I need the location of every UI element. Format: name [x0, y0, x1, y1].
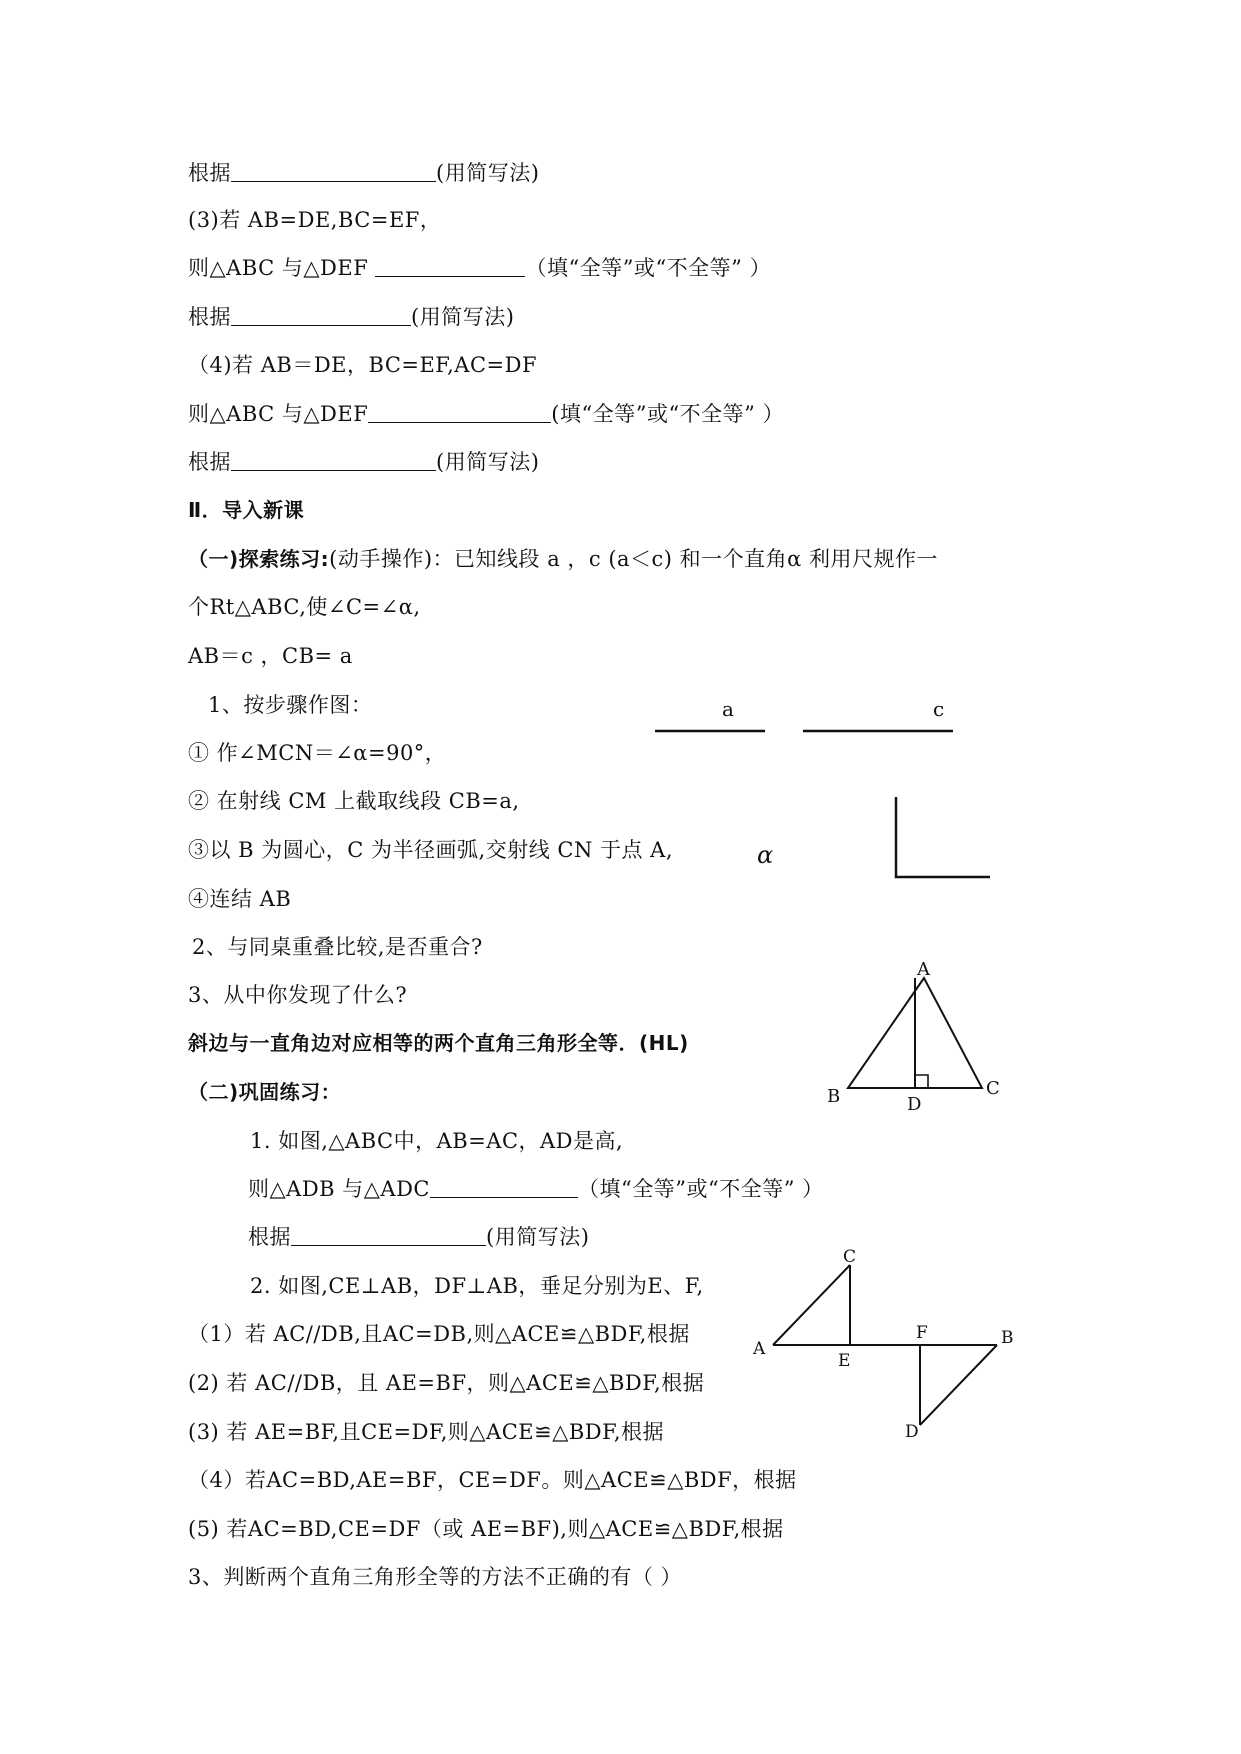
text: 则△ABC 与△DEF — [188, 402, 369, 426]
line-10: 个Rt△ABC,使∠C=∠α, — [188, 595, 421, 619]
section-heading: Ⅱ．导入新课 — [188, 498, 305, 522]
text: 则△ADB 与△ADC — [248, 1177, 430, 1201]
line-27: (3) 若 AE=BF,且CE=DF,则△ACE≌△BDF,根据 — [188, 1420, 665, 1444]
line-18: 3、从中你发现了什么? — [188, 983, 408, 1007]
line-2: (3)若 AB=DE,BC=EF， — [188, 208, 442, 232]
two-right-triangles-diagram — [752, 1247, 1014, 1442]
text: (用简写法) — [486, 1225, 590, 1249]
tri2-label-e: E — [838, 1351, 851, 1371]
text: （填“全等”或“不全等” ） — [577, 1177, 824, 1201]
text: (用简写法) — [436, 161, 540, 185]
tri1-label-b: B — [827, 1086, 841, 1107]
text: (用简写法) — [411, 305, 515, 329]
angle-alpha-label: α — [757, 841, 774, 869]
segment-a — [655, 697, 765, 731]
tri2-label-c: C — [843, 1247, 857, 1267]
tri2-label-d: D — [905, 1422, 919, 1442]
text: 根据 — [188, 305, 231, 329]
line-13: ① 作∠MCN＝∠α=90°， — [188, 741, 447, 765]
line-15: ③以 B 为圆心，C 为半径画弧,交射线 CN 于点 A, — [188, 838, 674, 862]
segment-a-label: a — [722, 697, 734, 721]
line-14: ② 在射线 CM 上截取线段 CB=a, — [188, 789, 520, 813]
tri2-label-b: B — [1001, 1328, 1014, 1348]
line-12: 1、按步骤作图： — [208, 693, 373, 717]
line-30: 3、判断两个直角三角形全等的方法不正确的有（ ） — [188, 1565, 683, 1589]
line-11: AB＝c ，CB= a — [188, 644, 353, 668]
text: 根据 — [188, 161, 231, 185]
text: (用简写法) — [436, 450, 540, 474]
text: 根据 — [248, 1225, 291, 1249]
tri2-label-f: F — [916, 1323, 928, 1343]
subheading-2: （二)巩固练习： — [188, 1080, 342, 1104]
line-25: （1）若 AC//DB,且AC=DB,则△ACE≌△BDF,根据 — [188, 1322, 690, 1346]
tri2-label-a: A — [753, 1339, 766, 1359]
line-16: ④连结 AB — [188, 887, 292, 911]
theorem-hl: 斜边与一直角边对应相等的两个直角三角形全等．(HL) — [188, 1031, 689, 1055]
text: （填“全等”或“不全等” ） — [525, 256, 772, 280]
text: 根据 — [188, 450, 231, 474]
line-28: （4）若AC=BD,AE=BF，CE=DF。则△ACE≌△BDF，根据 — [188, 1468, 797, 1492]
text: (动手操作)：已知线段 a ，c (a＜c) 和一个直角α 利用尺规作一 — [329, 547, 939, 571]
right-angle-alpha — [757, 797, 990, 877]
line-17: 2、与同桌重叠比较,是否重合? — [192, 935, 483, 959]
tri1-label-c: C — [986, 1078, 1000, 1099]
subheading: （一)探索练习: — [188, 547, 330, 571]
tri1-label-d: D — [907, 1094, 922, 1115]
line-26: (2) 若 AC//DB，且 AE=BF，则△ACE≌△BDF,根据 — [188, 1371, 705, 1395]
segment-c — [803, 697, 953, 731]
line-5: （4)若 AB＝DE，BC=EF,AC=DF — [188, 353, 538, 377]
line-24: 2. 如图,CE⊥AB，DF⊥AB，垂足分别为E、F, — [250, 1274, 704, 1298]
triangle-abc-diagram — [827, 959, 1000, 1115]
text: 则△ABC 与△DEF — [188, 256, 369, 280]
tri1-label-a: A — [917, 959, 930, 980]
line-29: (5) 若AC=BD,CE=DF（或 AE=BF),则△ACE≌△BDF,根据 — [188, 1517, 784, 1541]
text: (填“全等”或“不全等” ） — [551, 402, 785, 426]
line-21: 1. 如图,△ABC中，AB=AC，AD是高, — [250, 1129, 624, 1153]
segment-c-label: c — [933, 697, 945, 721]
